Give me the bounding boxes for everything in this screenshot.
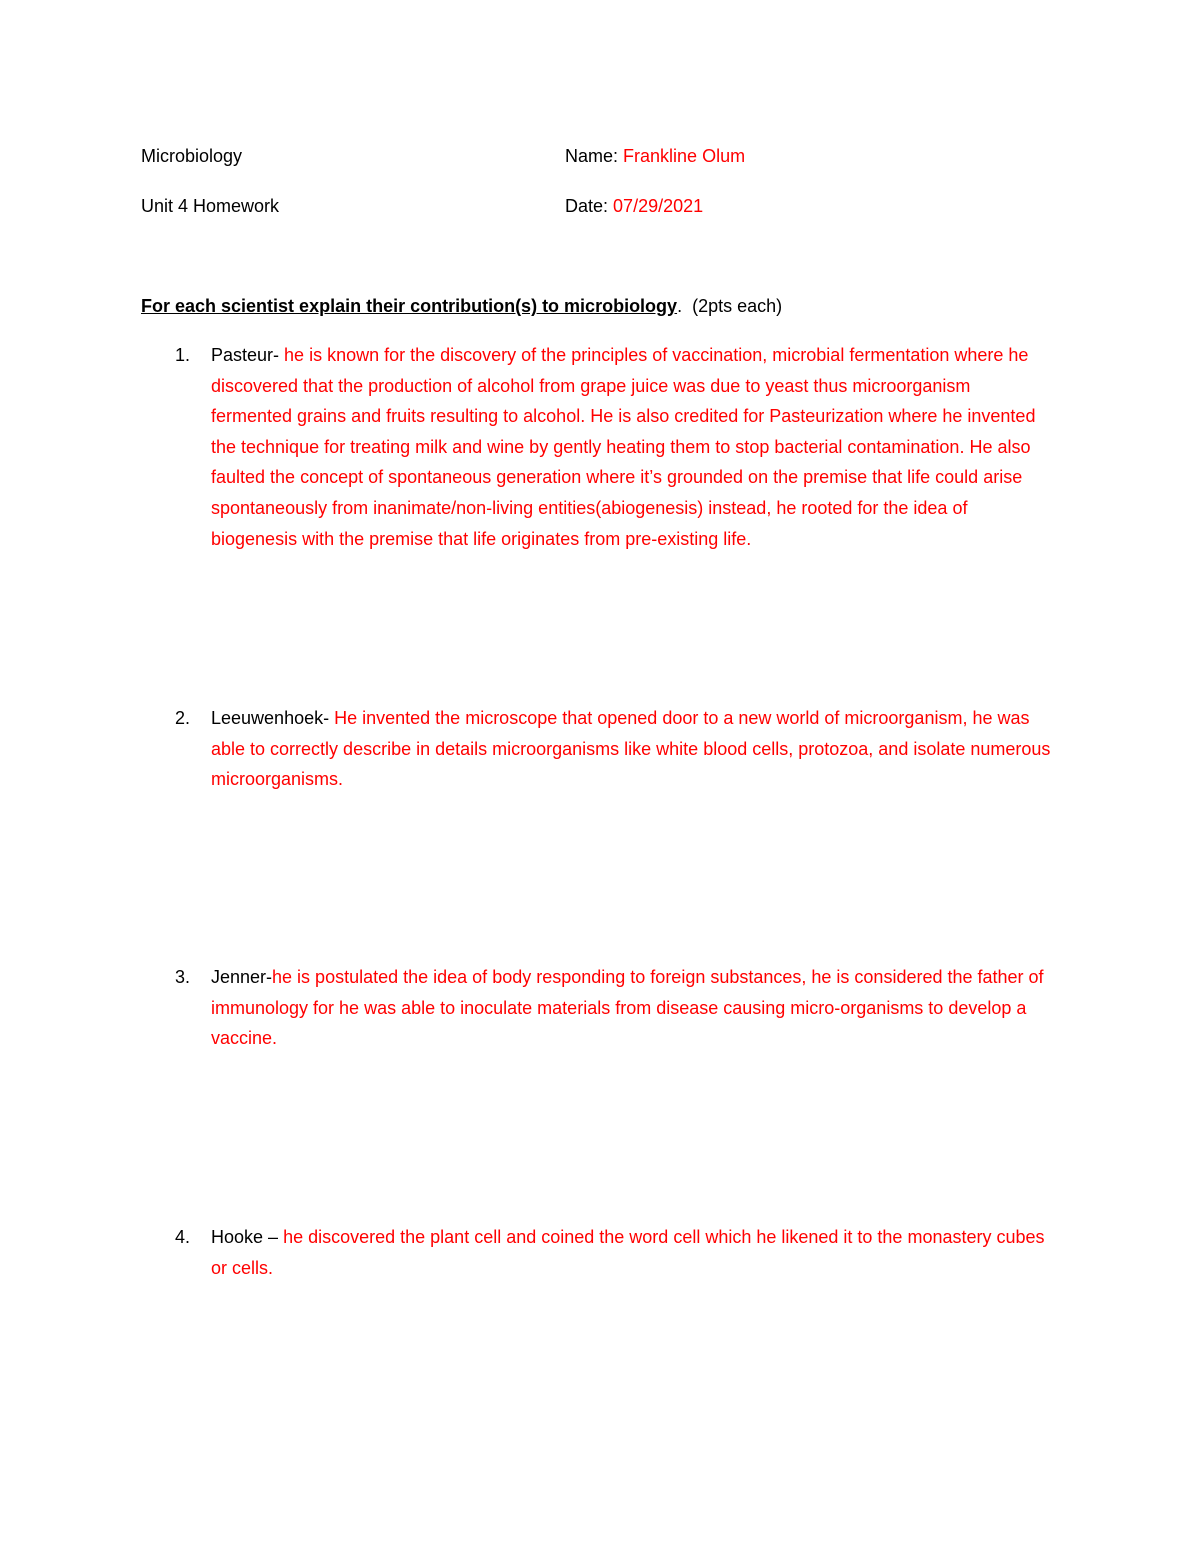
instruction-text: For each scientist explain their contribution(s) to microbiology xyxy=(141,296,678,316)
answer-text: He invented the microscope that opened door to a new world of microorganism, he was able to correctly describe in details microorganisms like white blood cells, protozoa, and isolate numerous microorganisms. xyxy=(211,708,1051,790)
list-item xyxy=(141,703,1051,795)
date-line xyxy=(565,194,703,218)
item-number: 2. xyxy=(175,708,191,728)
name-value: Frankline Olum xyxy=(623,146,746,166)
scientist-name: Hooke – xyxy=(211,1227,279,1247)
item-body xyxy=(211,703,1051,795)
points-note: (2pts each) xyxy=(692,296,783,316)
instruction-line xyxy=(141,294,782,318)
instruction-period: . xyxy=(677,296,683,316)
item-number: 1. xyxy=(175,345,191,365)
list-item xyxy=(141,962,1044,1054)
date-value: 07/29/2021 xyxy=(613,196,704,216)
scientist-name: Pasteur- xyxy=(211,345,280,365)
item-number: 3. xyxy=(175,967,191,987)
name-label: Name: xyxy=(565,146,619,166)
answer-text: he discovered the plant cell and coined the word cell which he likened it to the monastery cubes or cells. xyxy=(211,1227,1045,1278)
date-label: Date: xyxy=(565,196,609,216)
scientist-name: Leeuwenhoek- xyxy=(211,708,330,728)
assignment-title: Unit 4 Homework xyxy=(141,196,280,216)
scientist-name: Jenner- xyxy=(211,967,273,987)
name-line xyxy=(565,144,745,168)
answer-text: he is known for the discovery of the principles of vaccination, microbial fermentation where he discovered that the production of alcohol from grape juice was due to yeast thus microorganism fermented grains and fruits resulting to alcohol. He is also credited for Pasteurization where he invented the technique for treating milk and wine by gently heating them to stop bacterial contamination. He also faulted the concept of spontaneous generation where it’s grounded on the premise that life could arise spontaneously from inanimate/non-living entities(abiogenesis) instead, he rooted for the idea of biogenesis with the premise that life originates from pre-existing life. xyxy=(211,345,1036,549)
item-number: 4. xyxy=(175,1227,191,1247)
item-body xyxy=(211,962,1051,1054)
item-body xyxy=(211,340,1051,554)
list-item xyxy=(141,1222,1045,1283)
course-title: Microbiology xyxy=(141,146,243,166)
answer-text: he is postulated the idea of body responding to foreign substances, he is considered the father of immunology for he was able to inoculate materials from disease causing micro-organisms to develop a vaccine. xyxy=(211,967,1044,1049)
item-body xyxy=(211,1222,1051,1283)
list-item xyxy=(141,340,1041,554)
